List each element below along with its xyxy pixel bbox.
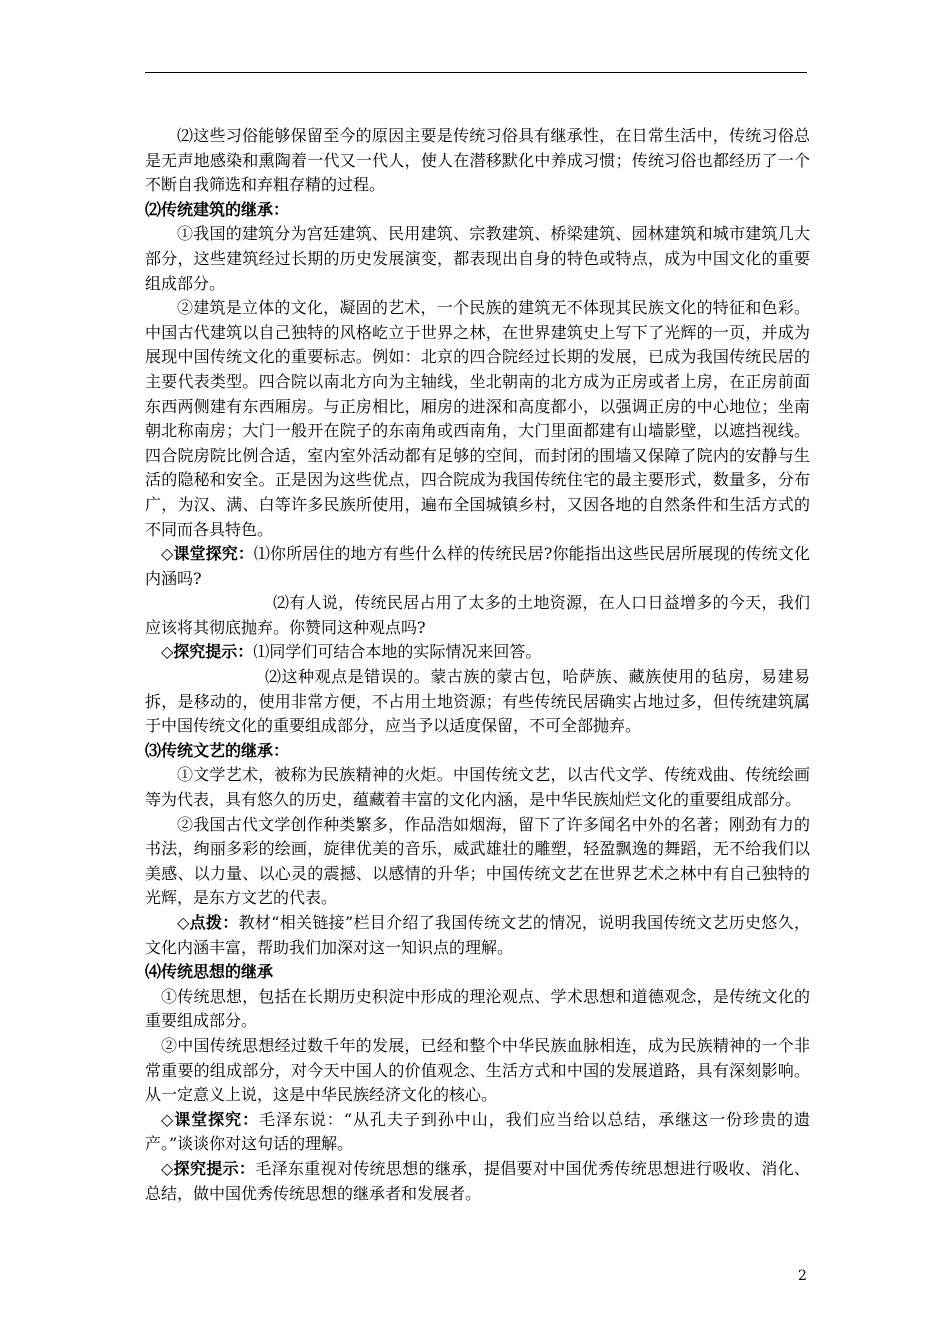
paragraph-architecture-2: ②建筑是立体的文化，凝固的艺术，一个民族的建筑无不体现其民族文化的特征和色彩。中国古代建筑以自己独特的风格屹立于世界之林，在世界建筑史上写下了光辉的一页，并成为展现中国传统文化的重要标志。例如：北京的四合院经过长期的发展，已成为我国传统民居的主要代表类型。四合院以南北方向为主轴线，坐北朝南的北方成为正房或者上房，在正房前面东西两侧建有东西厢房。与正房相比，厢房的进深和高度都小，以强调正房的中心地位；坐南朝北称南房；大门一般开在院子的东南角或西南角，大门里面都建有山墙影壁，以遮挡视线。四合院房院比例合适，室内室外活动都有足够的空间，而封闭的围墙又保障了院内的安静与生活的隐秘和安全。正是因为这些优点，四合院成为我国传统住宅的最主要形式，数量多，分布广，为汉、满、白等许多民族所使用，遍布全国城镇乡村，又因各地的自然条件和生活方式的不同而各具特色。 — [145, 298, 810, 539]
classroom-exploration-1-question-2: ⑵有人说，传统民居占用了太多的土地资源，在人口日益增多的今天，我们应该将其彻底抛弃。你赞同这种观点吗? — [145, 593, 810, 637]
exploration-hint-2: ◇探究提示：毛泽东重视对传统思想的继承，提倡要对中国优秀传统思想进行吸收、消化、总结，做中国优秀传统思想的继承者和发展者。 — [145, 1158, 810, 1203]
document-body — [145, 124, 810, 1206]
exploration-label: ◇课堂探究： — [161, 1109, 260, 1129]
paragraph-customs-reason: ⑵这些习俗能够保留至今的原因主要是传统习俗具有继承性，在日常生活中，传统习俗总是无声地感染和熏陶着一代又一代人，使人在潜移默化中养成习惯；传统习俗也都经历了一个不断自我筛选和弃粗存精的过程。 — [145, 126, 810, 195]
paragraph-arts-1: ①文学艺术，被称为民族精神的火炬。中国传统文艺，以古代文学、传统戏曲、传统绘画等为代表，具有悠久的历史，蕴藏着丰富的文化内涵，是中华民族灿烂文化的重要组成部分。 — [145, 765, 810, 810]
section-heading-thought: ⑷传统思想的继承 — [145, 962, 274, 982]
section-heading-arts: ⑶传统文艺的继承： — [145, 740, 290, 760]
classroom-exploration-2: ◇课堂探究：毛泽东说：“从孔夫子到孙中山，我们应当给以总结，承继这一份珍贵的遗产。”谈谈你对这句话的理解。 — [145, 1109, 810, 1154]
paragraph-thought-2: ②中国传统思想经过数千年的发展，已经和整个中华民族血脉相连，成为民族精神的一个非常重要的组成部分，对今天中国人的价值观念、生活方式和中国的发展道路，具有深刻影响。从一定意义上说，这是中华民族经济文化的核心。 — [145, 1035, 810, 1105]
paragraph-arts-2: ②我国古代文学创作种类繁多，作品浩如烟海，留下了许多闻名中外的名著；刚劲有力的书法，绚丽多彩的绘画，旋律优美的音乐，威武雄壮的雕塑，轻盈飘逸的舞蹈，无不给我们以美感、以力量、以心灵的震撼、以感情的升华；中国传统文艺在世界艺术之林中有自己独特的光辉，是东方文艺的代表。 — [145, 814, 810, 908]
exploration-hint-1-answer-2: ⑵这种观点是错误的。蒙古族的蒙古包，哈萨族、藏族使用的毡房，易建易拆，是移动的，使用非常方便，不占用土地资源；有些传统民居确实占地过多，但传统建筑属于中国传统文化的重要组成部分，应当予以适度保留，不可全部抛弃。 — [145, 667, 810, 736]
page-number: 2 — [798, 1268, 807, 1284]
exploration-label: ◇课堂探究： — [161, 544, 254, 564]
section-heading-architecture: ⑵传统建筑的继承： — [145, 199, 290, 219]
header-rule — [145, 72, 807, 73]
hint-label: ◇探究提示： — [161, 1158, 256, 1178]
hint-label: ◇探究提示： — [161, 642, 254, 662]
tip-label: ◇点拨： — [177, 913, 239, 932]
classroom-exploration-1: ◇课堂探究：⑴你所居住的地方有些什么样的传统民居?你能指出这些民居所展现的传统文化内涵吗? — [145, 544, 810, 588]
tip-paragraph: ◇点拨：教材“相关链接”栏目介绍了我国传统文艺的情况，说明我国传统文艺历史悠久，文化内涵丰富，帮助我们加深对这一知识点的理解。 — [145, 913, 810, 957]
paragraph-thought-1: ①传统思想，包括在长期历史积淀中形成的理沦观点、学术思想和道德观念，是传统文化的重要组成部分。 — [145, 986, 810, 1031]
exploration-hint-1: ◇探究提示：⑴同学们可结合本地的实际情况来回答。 — [161, 642, 542, 662]
paragraph-architecture-1: ①我国的建筑分为宫廷建筑、民用建筑、宗教建筑、桥梁建筑、园林建筑和城市建筑几大部分，这些建筑经过长期的历史发展演变，都表现出自身的特色或特点，成为中国文化的重要组成部分。 — [145, 224, 810, 293]
